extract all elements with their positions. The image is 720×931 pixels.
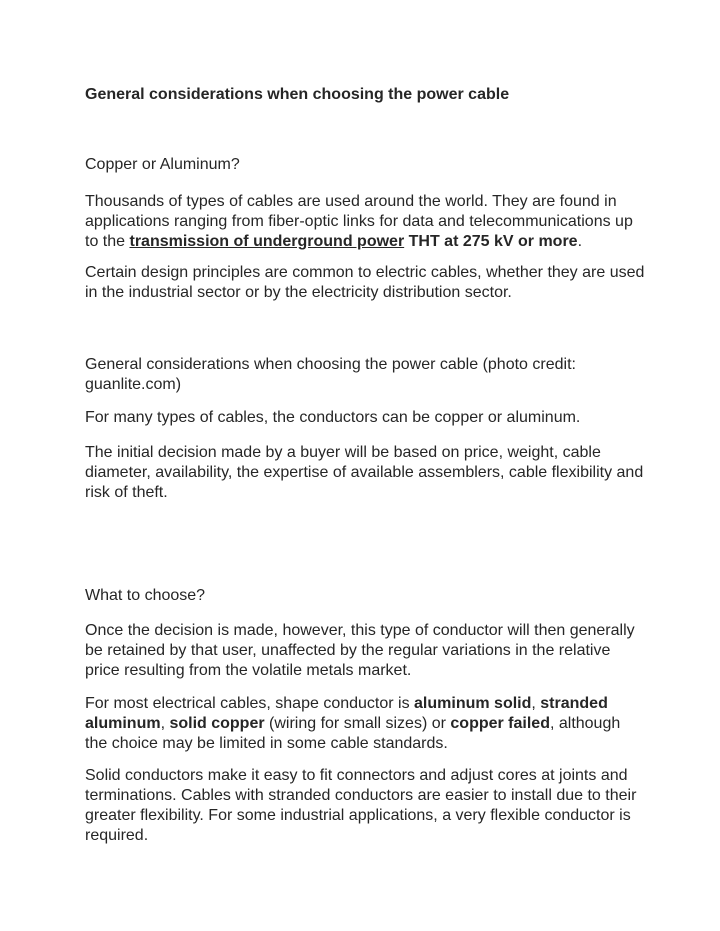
link-transmission-underground-power[interactable]: transmission of underground power (129, 233, 405, 250)
shape-text-2: , (531, 695, 541, 712)
paragraph-decision-retained: Once the decision is made, however, this type of conductor will then generally be retained by that user, unaffected by the regular variations in the relative price resulting from the volatile metals market. (85, 622, 635, 679)
paragraph-conductor-shapes (85, 694, 645, 754)
shape-text-4: (wiring for small sizes) or (264, 715, 451, 732)
bold-copper-failed: copper failed (450, 715, 550, 732)
section-heading-what-to-choose: What to choose? (85, 587, 206, 604)
paragraph-design-principles: Certain design principles are common to electric cables, whether they are used in the industrial sector or by the electricity distribution sector. (85, 264, 645, 301)
document-title: General considerations when choosing the power cable (85, 86, 510, 103)
paragraph-cable-types-text: Thousands of types of cables are used around the world. They are found in applications ranging from fiber-optic links for data and telecommunications up to the (85, 193, 633, 250)
bold-voltage-text: THT at 275 kV or more (408, 233, 578, 250)
shape-text-5: , although the choice may be limited in some cable standards. (85, 715, 621, 752)
photo-caption: General considerations when choosing the power cable (photo credit: guanlite.com) (85, 356, 576, 393)
period-text: . (577, 233, 583, 250)
shape-text-3: , (160, 715, 170, 732)
paragraph-initial-decision: The initial decision made by a buyer will be based on price, weight, cable diameter, availability, the expertise of available assemblers, cable flexibility and risk of theft. (85, 444, 644, 501)
paragraph-cable-types (85, 192, 645, 252)
paragraph-conductors: For many types of cables, the conductors can be copper or aluminum. (85, 409, 581, 426)
bold-aluminum-solid: aluminum solid (414, 695, 532, 712)
shape-text-1: For most electrical cables, shape conductor is (85, 695, 415, 712)
bold-solid-copper: solid copper (169, 715, 265, 732)
bold-stranded-aluminum: stranded aluminum (85, 695, 608, 732)
section-heading-copper-aluminum: Copper or Aluminum? (85, 156, 240, 173)
paragraph-solid-conductors: Solid conductors make it easy to fit connectors and adjust cores at joints and terminations. Cables with stranded conductors are easier to install due to their greater flexibility. For some industrial applications, a very flexible conductor is required. (85, 767, 637, 844)
